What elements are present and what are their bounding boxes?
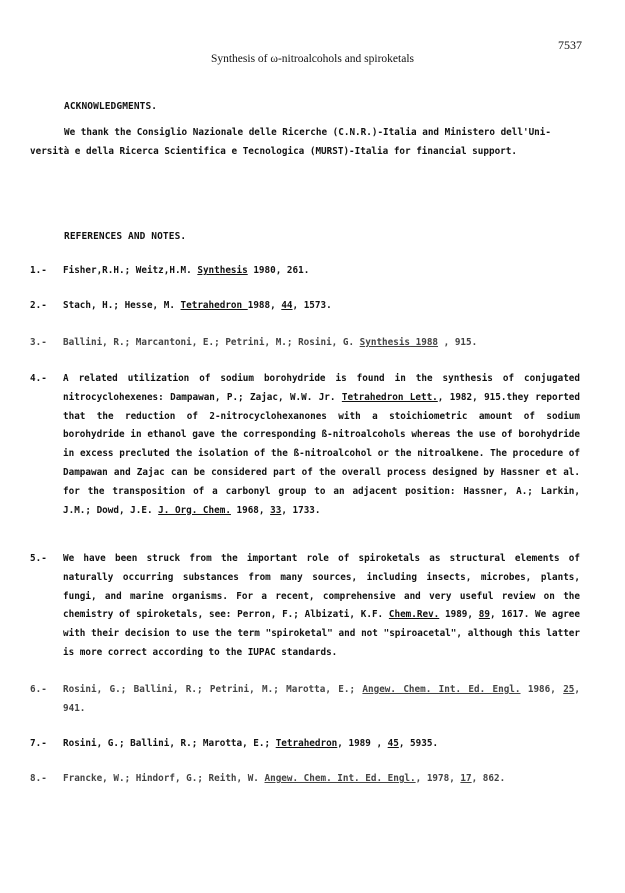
reference-text: We have been struck from the important role of spiroketals as structural elements of naturally occurring substances from many sources, including insects, microbes, plants, fungi, and marine organisms. For a recent, comprehensive and very useful review on the chemistry of spiroketals, see: Perron, F.; Albizati, K.F.: [63, 553, 586, 621]
reference-number: 2.-: [30, 300, 47, 311]
acknowledgments-line-2: versità e della Ricerca Scientifica e Tecnologica (MURST)-Italia for financial support.: [30, 146, 517, 157]
reference-year: 1988: [410, 337, 439, 348]
volume-number: 25: [563, 684, 575, 695]
reference-text: 1980, 261.: [247, 265, 310, 276]
reference-number: 3.-: [30, 337, 47, 348]
acknowledgments-heading: ACKNOWLEDGMENTS.: [64, 101, 158, 112]
journal-name: Synthesis: [359, 337, 411, 348]
reference-number: 5.-: [30, 553, 47, 564]
reference-text: , 1617. We agree with their decision to use the term "spiroketal" and not "spiroacetal", although this latter is more correct according to the IUPAC standards.: [63, 609, 586, 658]
reference-text: Stach, H.; Hesse, M.: [63, 300, 181, 311]
reference-text: Rosini, G.; Ballini, R.; Marotta, E.;: [63, 738, 276, 749]
journal-name: J. Org. Chem.: [158, 504, 231, 516]
reference-text: Ballini, R.; Marcantoni, E.; Petrini, M.; Rosini, G.: [63, 337, 360, 348]
acknowledgments-body: [30, 123, 575, 161]
reference-number: 8.-: [30, 773, 47, 784]
reference-text: , 1733.: [281, 504, 321, 516]
page-number: 7537: [558, 38, 582, 52]
volume-number: 89: [478, 609, 490, 621]
reference-7: [30, 735, 580, 754]
reference-text: , 862.: [471, 773, 506, 784]
reference-4: [30, 370, 586, 520]
reference-text: Rosini, G.; Ballini, R.; Petrini, M.; Marotta, E.;: [63, 684, 363, 695]
reference-text: , 941.: [63, 684, 586, 714]
journal-name: Angew. Chem. Int. Ed. Engl.: [264, 773, 416, 784]
reference-text: , 1978,: [415, 773, 461, 784]
journal-name: Tetrahedron Lett.: [341, 391, 438, 403]
reference-text: , 915.: [438, 337, 478, 348]
volume-number: 17: [460, 773, 472, 784]
acknowledgments-line-1: We thank the Consiglio Nazionale delle Ricerche (C.N.R.)-Italia and Ministero dell'Uni-: [64, 127, 551, 138]
reference-number: 7.-: [30, 738, 47, 749]
reference-text: , 1573.: [292, 300, 332, 311]
reference-text: 1968,: [230, 504, 271, 516]
reference-text: Fisher,R.H.; Weitz,H.M.: [63, 265, 198, 276]
reference-text: 1986,: [520, 684, 564, 695]
reference-number: 6.-: [30, 684, 47, 695]
volume-number: 44: [281, 300, 293, 311]
journal-name: Tetrahedron: [275, 738, 338, 749]
volume-number: 45: [387, 738, 399, 749]
reference-text: , 1989 ,: [337, 738, 388, 749]
reference-text: 1988,: [247, 300, 282, 311]
reference-8: [30, 770, 580, 789]
journal-name: Synthesis: [197, 265, 248, 276]
journal-name: Tetrahedron: [180, 300, 248, 311]
journal-name: Chem.Rev.: [388, 609, 440, 621]
reference-number: 4.-: [30, 373, 47, 384]
reference-text: , 5935.: [398, 738, 439, 749]
reference-text: Francke, W.; Hindorf, G.; Reith, W.: [63, 773, 265, 784]
reference-number: 1.-: [30, 265, 47, 276]
volume-number: 33: [270, 504, 282, 516]
reference-3: [30, 334, 580, 353]
reference-text: A related utilization of sodium borohydride is found in the synthesis of conjugated nitrocyclohexenes: Dampawan, P.; Zajac, W.W. Jr.: [63, 373, 586, 403]
running-title: Synthesis of ω-nitroalcohols and spiroketals: [210, 53, 415, 65]
reference-1: [30, 262, 580, 281]
references-heading: REFERENCES AND NOTES.: [64, 231, 187, 242]
reference-2: [30, 297, 580, 316]
reference-text: , 1982, 915.they reported that the reduction of 2-nitrocyclohexanones with a stoichiometric amount of sodium borohydride in ethanol gave the corresponding ß-nitroalcohols whereas the use of borohydride in excess precluted the isolation of the ß-nitroalcohol or the nitroalkene. The procedure of Dampawan and Zajac can be considered part of the overall process designed by Hassner et al. for the transposition of a carbonyl group to an adjacent position: Hassner, A.; Larkin, J.M.; Dowd, J.E.: [63, 391, 586, 516]
reference-6: [30, 681, 586, 719]
reference-text: 1989,: [439, 609, 479, 621]
reference-5: [30, 550, 586, 663]
journal-name: Angew. Chem. Int. Ed. Engl.: [362, 684, 521, 695]
